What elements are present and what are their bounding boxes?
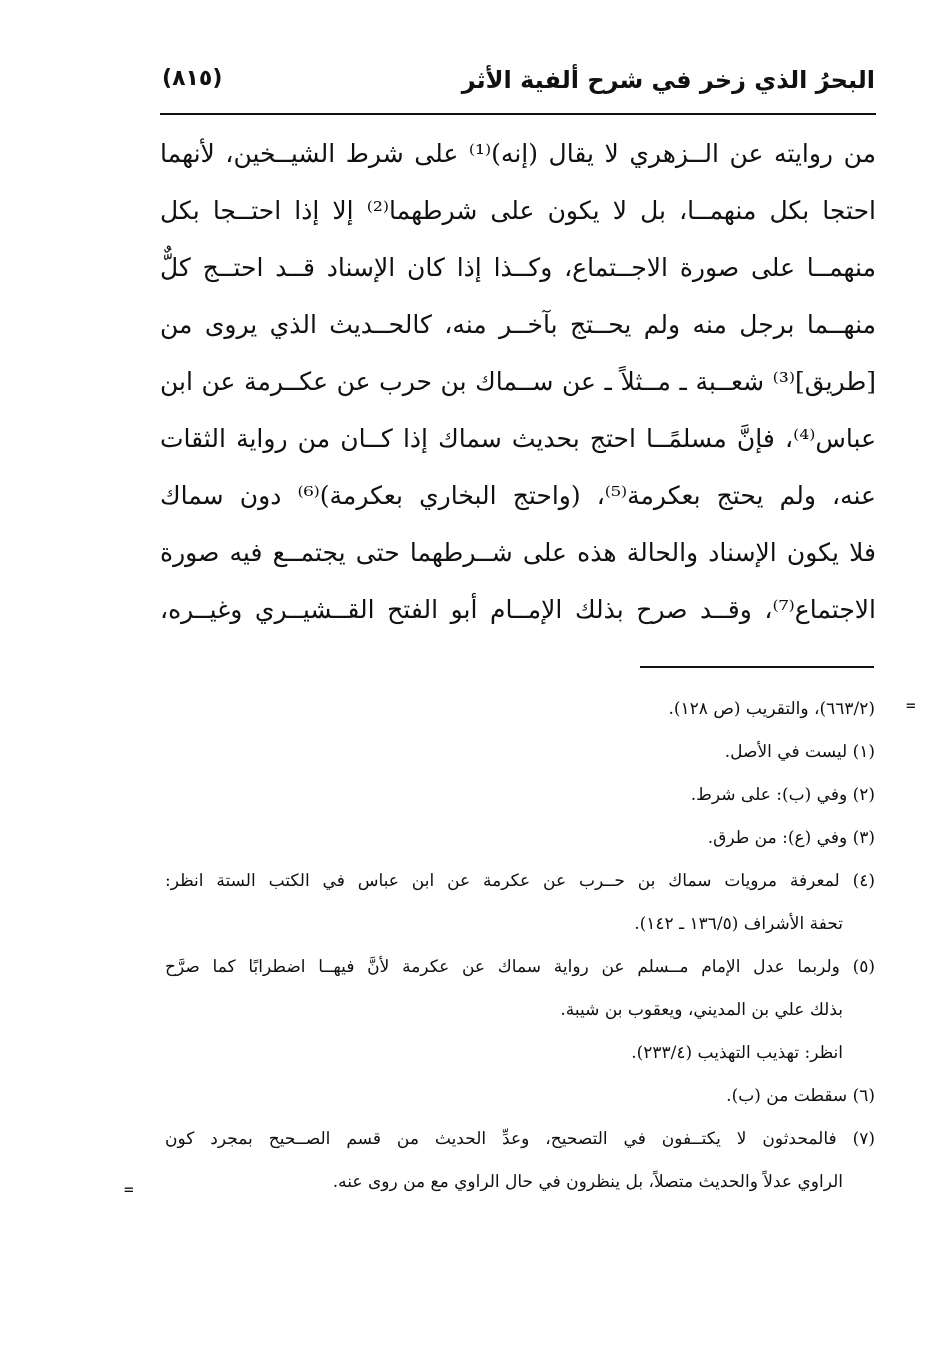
footnote-line: (٦٦٣/٢)، والتقريب (ص ١٢٨). bbox=[668, 699, 875, 719]
footnote-line: انظر: تهذيب التهذيب (٢٣٣/٤). bbox=[631, 1043, 843, 1063]
footnotes bbox=[165, 688, 875, 1204]
footnote-line: (٤) لمعرفة مرويات سماك بن حــرب عن عكرمة عن ابن عباس في الكتب الستة انظر: bbox=[165, 871, 875, 891]
footnote-line: (٧) فالمحدثون لا يكتــفون في التصحيح، وعدِّ الحديث من قسم الصــحيح بمجرد كون bbox=[165, 1129, 875, 1149]
footnote-line: (٣) وفي (ع): من طرق. bbox=[707, 828, 875, 848]
footnote-line: (٦) سقطت من (ب). bbox=[726, 1086, 875, 1106]
text-line: [طريق]⁽³⁾ شعــبة ـ مــثلاً ـ عن ســماك بن حرب عن عكــرمة عن ابن bbox=[160, 367, 876, 396]
text-line: الاجتماع⁽⁷⁾، وقــد صرح بذلك الإمــام أبو الفتح القــشيــري وغيــره، bbox=[160, 595, 876, 624]
text-line: من روايته عن الــزهري لا يقال (إنه)⁽¹⁾ على شرط الشيــخين، لأنهما bbox=[160, 139, 876, 168]
text-line: فلا يكون الإسناد والحالة هذه على شــرطهما حتى يجتمــع فيه صورة bbox=[160, 538, 876, 567]
text-line: منهــما برجل منه ولم يحــتج بآخــر منه، كالحــديث الذي يروى من bbox=[160, 310, 876, 339]
footnote-line: (٥) ولربما عدل الإمام مــسلم عن رواية سماك عن عكرمة لأنَّ فيهــا اضطرابًا كما صرَّح bbox=[165, 957, 875, 977]
book-title: البحرُ الذي زخر في شرح ألفية الأثر bbox=[461, 66, 875, 94]
text-line: عباس⁽⁴⁾، فإنَّ مسلمًــا احتج بحديث سماك إذا كــان من رواية الثقات bbox=[160, 424, 876, 453]
footnote-line: (١) ليست في الأصل. bbox=[724, 742, 875, 762]
text-line: عنه، ولم يحتج بعكرمة⁽⁵⁾، (واحتج البخاري بعكرمة)⁽⁶⁾ دون سماك bbox=[160, 481, 876, 510]
footnote-divider bbox=[640, 666, 874, 668]
header-divider bbox=[160, 113, 876, 115]
footnote-line: الراوي عدلاً والحديث متصلاً، بل ينظرون في حال الراوي مع من روى عنه. bbox=[332, 1172, 843, 1192]
footnote-line: تحفة الأشراف (١٣٦/٥ ـ ١٤٢). bbox=[634, 914, 843, 934]
running-header bbox=[160, 66, 875, 106]
footnote-line: بذلك علي بن المديني، ويعقوب بن شيبة. bbox=[560, 1000, 843, 1020]
main-text bbox=[160, 125, 876, 638]
text-line: منهمــا على صورة الاجــتماع، وكــذا إذا كان الإسناد قــد احتــج كلٌّ bbox=[160, 253, 876, 282]
text-line: احتجا بكل منهمــا، بل لا يكون على شرطهما⁽²⁾ إلا إذا احتــجا بكل bbox=[160, 196, 876, 225]
continuation-mark-bottom: = bbox=[124, 1180, 134, 1199]
page-number: (٨١٥) bbox=[162, 66, 223, 91]
continuation-mark-top: = bbox=[906, 696, 916, 715]
footnote-line: (٢) وفي (ب): على شرط. bbox=[690, 785, 875, 805]
